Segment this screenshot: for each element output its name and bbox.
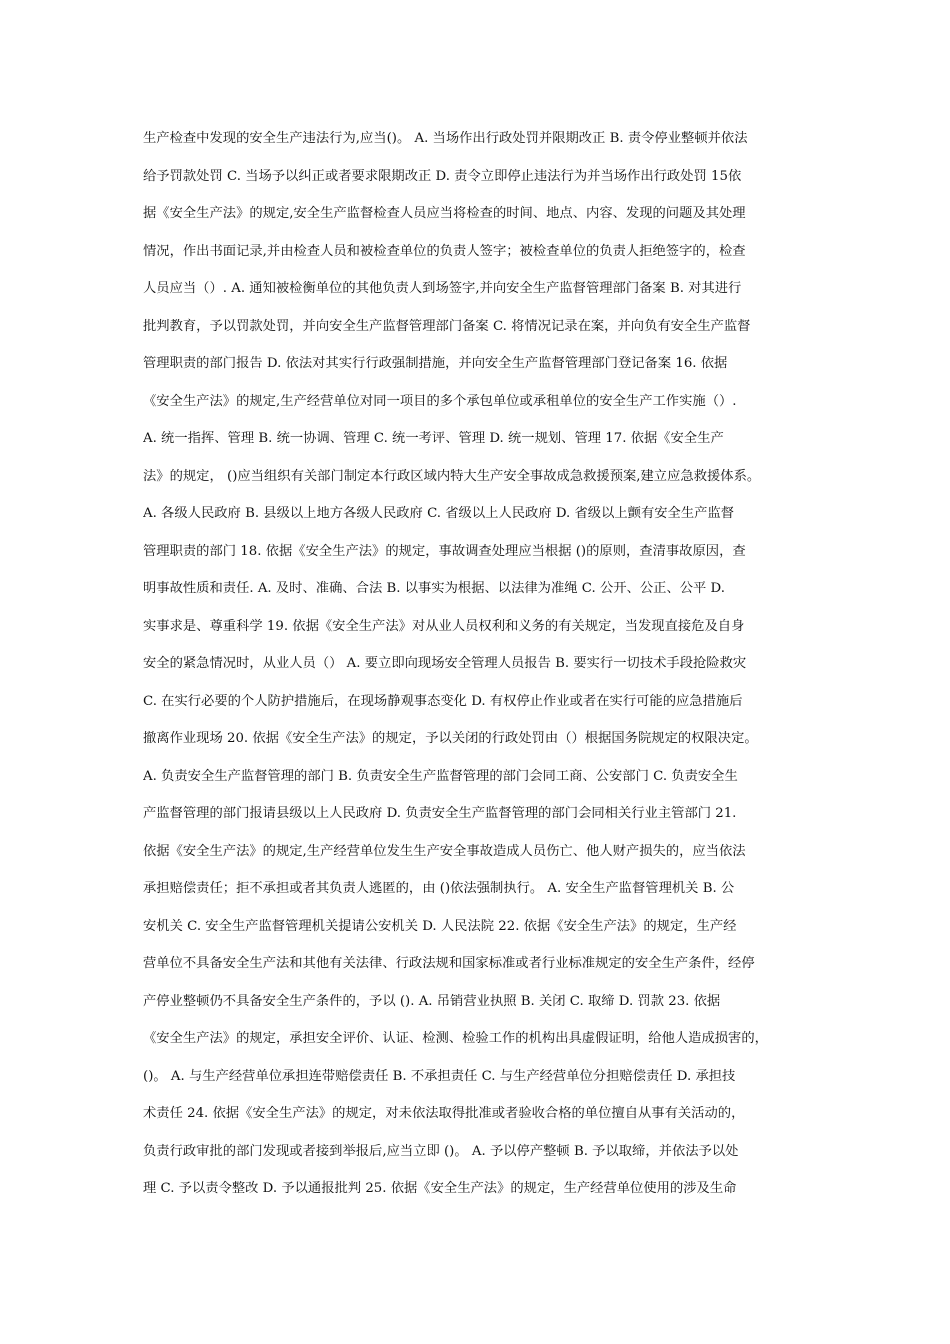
- text-line: 法》的规定， ()应当组织有关部门制定本行政区域内特大生产安全事故成急救援预案,建立应急救援体系。: [143, 468, 761, 484]
- text-line: 《安全生产法》的规定,生产经营单位对同一项目的多个承包单位或承租单位的安全生产工作实施（）.: [143, 393, 737, 409]
- text-line: 承担赔偿责任；拒不承担或者其负责人逃匿的，由 ()依法强制执行。 A. 安全生产监督管理机关 B. 公: [143, 881, 735, 896]
- text-line: ()。 A. 与生产经营单位承担连带赔偿责任 B. 不承担责任 C. 与生产经营单位分担赔偿责任 D. 承担技: [143, 1068, 736, 1084]
- text-line: 实事求是、尊重科学 19. 依据《安全生产法》对从业人员权利和义务的有关规定，当发现直接危及自身: [143, 618, 745, 634]
- text-line: 负责行政审批的部门发现或者接到举报后,应当立即 ()。 A. 予以停产整顿 B. 予以取缔，并依法予以处: [143, 1143, 739, 1159]
- text-line: 明事故性质和责任. A. 及时、准确、合法 B. 以事实为根据、以法律为准绳 C. 公开、公正、公平 D.: [143, 581, 725, 596]
- text-line: 撤离作业现场 20. 依据《安全生产法》的规定，予以关闭的行政处罚由（）根据国务院规定的权限决定。: [143, 731, 758, 746]
- text-line: 产监督管理的部门报请县级以上人民政府 D. 负责安全生产监督管理的部门会同相关行业主管部门 21.: [143, 806, 737, 821]
- text-line: 据《安全生产法》的规定,安全生产监督检查人员应当将检查的时间、地点、内容、发现的问题及其处理: [143, 206, 746, 221]
- text-line: 安全的紧急情况时，从业人员（） A. 要立即向现场安全管理人员报告 B. 要实行一切技术手段抢险救灾: [143, 656, 747, 671]
- text-line: 产停业整顿仍不具备安全生产条件的，予以 (). A. 吊销营业执照 B. 关闭 C. 取缔 D. 罚款 23. 依据: [143, 993, 721, 1009]
- text-line: 依据《安全生产法》的规定,生产经营单位发生生产安全事故造成人员伤亡、他人财产损失的，应当依法: [143, 843, 746, 859]
- text-line: 营单位不具备安全生产法和其他有关法律、行政法规和国家标准或者行业标准规定的安全生产条件，经停: [143, 956, 755, 971]
- text-line: 理 C. 予以责令整改 D. 予以通报批判 25. 依据《安全生产法》的规定，生产经营单位使用的涉及生命: [143, 1181, 737, 1196]
- document-body: [143, 120, 813, 1208]
- text-line: 安机关 C. 安全生产监督管理机关提请公安机关 D. 人民法院 22. 依据《安全生产法》的规定，生产经: [143, 918, 737, 934]
- text-line: 人员应当（）. A. 通知被检衡单位的其他负责人到场签字,并向安全生产监督管理部门备案 B. 对其进行: [143, 281, 742, 296]
- text-line: A. 统一指挥、管理 B. 统一协调、管理 C. 统一考评、管理 D. 统一规划、管理 17. 依据《安全生产: [143, 431, 724, 446]
- text-line: C. 在实行必要的个人防护措施后，在现场静观事态变化 D. 有权停止作业或者在实行可能的应急措施后: [143, 693, 743, 709]
- text-line: 术责任 24. 依据《安全生产法》的规定，对未依法取得批准或者验收合格的单位擅自从事有关活动的，: [143, 1106, 745, 1121]
- text-line: 管理职责的部门报告 D. 依法对其实行行政强制措施，并向安全生产监督管理部门登记备案 16. 依据: [143, 356, 728, 371]
- text-line: 情况，作出书面记录,并由检查人员和被检查单位的负责人签字；被检查单位的负责人拒绝签字的，检查: [143, 243, 746, 259]
- text-line: 给予罚款处罚 C. 当场予以纠正或者要求限期改正 D. 责令立即停止违法行为并当场作出行政处罚 15依: [143, 168, 742, 184]
- text-line: 管理职责的部门 18. 依据《安全生产法》的规定，事故调查处理应当根据 ()的原则，查清事故原因，查: [143, 543, 746, 559]
- text-line: A. 各级人民政府 B. 县级以上地方各级人民政府 C. 省级以上人民政府 D. 省级以上颤有安全生产监督: [143, 506, 735, 521]
- text-line: 批判教育，予以罚款处罚，并向安全生产监督管理部门备案 C. 将情况记录在案，并向负有安全生产监督: [143, 318, 751, 334]
- text-line: A. 负责安全生产监督管理的部门 B. 负责安全生产监督管理的部门会同工商、公安部门 C. 负责安全生: [143, 768, 738, 784]
- text-line: 《安全生产法》的规定，承担安全评价、认证、检测、检验工作的机构出具虚假证明，给他人造成损害的，: [143, 1031, 768, 1046]
- text-line: 生产检查中发现的安全生产违法行为,应当()。 A. 当场作出行政处罚并限期改正 B. 责令停业整顿并依法: [143, 131, 748, 146]
